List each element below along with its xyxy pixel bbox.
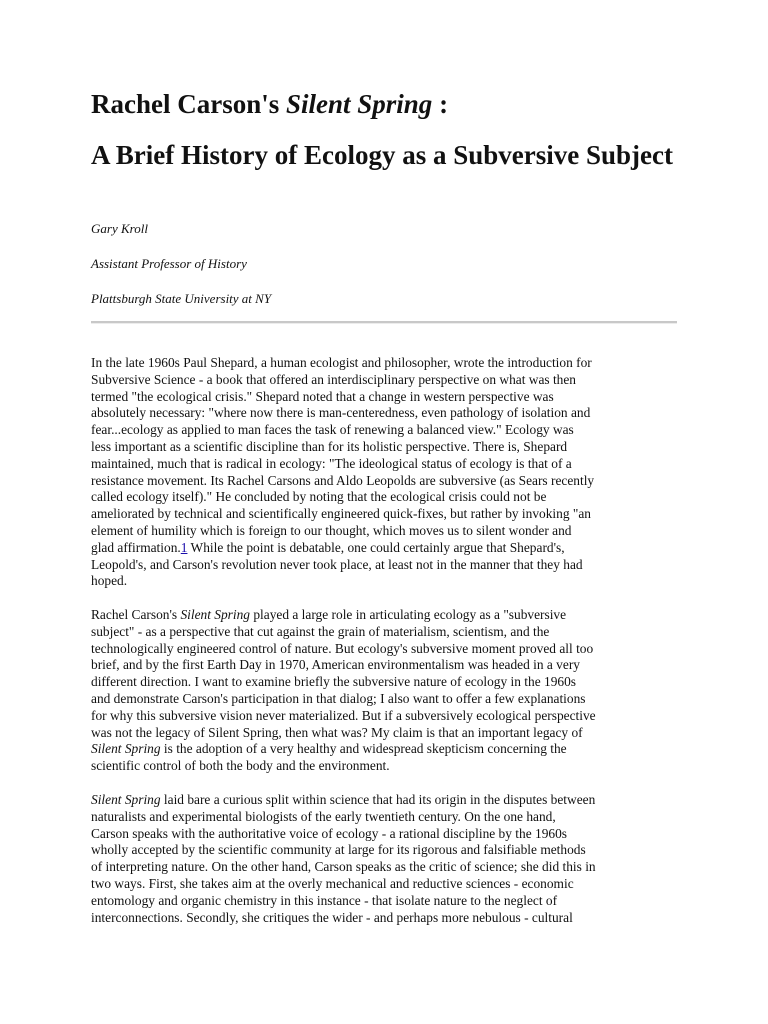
paragraph-line: brief, and by the first Earth Day in 1970, American environmentalism was headed in a very [91, 657, 580, 673]
paragraph-line: interconnections. Secondly, she critiques the wider - and perhaps more nebulous - cultural [91, 909, 573, 925]
paragraph-line: two ways. First, she takes aim at the overly mechanical and reductive sciences - economic [91, 875, 574, 891]
paragraph-line: In the late 1960s Paul Shepard, a human ecologist and philosopher, wrote the introduction for [91, 355, 592, 370]
paragraph-text: laid bare a curious split within science that had its origin in the disputes between [160, 792, 596, 807]
paragraph-line: called ecology itself)." He concluded by noting that the ecological crisis could not be [91, 489, 547, 505]
paragraph-line: less important as a scientific discipline than for its holistic perspective. There is, Shepard [91, 438, 568, 454]
article-subtitle: A Brief History of Ecology as a Subversive Subject [91, 140, 673, 170]
paragraph-text: Rachel Carson's [91, 607, 181, 622]
paragraph-line: termed "the ecological crisis." Shepard noted that a change in western perspective was [91, 388, 554, 404]
footnote-link[interactable]: 1 [180, 539, 188, 555]
paragraph-line: Subversive Science - a book that offered an interdisciplinary perspective on what was then [91, 371, 577, 387]
paragraph-3 [91, 792, 681, 926]
paragraph-line: wholly accepted by the scientific community at large for its rigorous and falsifiable methods [91, 842, 586, 858]
book-title: Silent Spring [91, 792, 161, 807]
paragraph-line: subject" - as a perspective that cut against the grain of materialism, scientism, and the [91, 623, 550, 639]
paragraph-line: hoped. [91, 573, 128, 589]
paragraph-line: was not the legacy of Silent Spring, then what was? My claim is that an important legacy of [91, 724, 583, 740]
paragraph-line: absolutely necessary: "where now there is man-centeredness, even pathology of isolation and [91, 405, 591, 421]
paragraph-line: and demonstrate Carson's participation in that dialog; I also want to offer a few explanations [91, 690, 586, 706]
paragraph-line: ameliorated by technical and scientifically engineered quick-fixes, but rather by invoking "an [91, 506, 591, 522]
author-position: Assistant Professor of History [91, 256, 247, 271]
paragraph-line: for why this subversive vision never materialized. But if a subversively ecological perspective [91, 707, 596, 723]
paragraph-2 [91, 607, 681, 775]
title-book-name: Silent Spring [286, 89, 433, 119]
article-title [91, 88, 681, 120]
horizontal-divider [91, 321, 677, 324]
title-text: Rachel Carson's [91, 89, 286, 119]
book-title: Silent Spring [180, 607, 250, 622]
paragraph-line: Leopold's, and Carson's revolution never took place, at least not in the manner that they had [91, 556, 583, 572]
paragraph-line: different direction. I want to examine briefly the subversive nature of ecology in the 1960s [91, 674, 577, 690]
paragraph-line: of interpreting nature. On the other hand, Carson speaks as the critic of science; she did this in [91, 859, 596, 875]
paragraph-line: Carson speaks with the authoritative voice of ecology - a rational discipline by the 1960s [91, 825, 567, 841]
paragraph-line: technologically engineered control of nature. But ecology's subversive moment proved all too [91, 640, 594, 656]
paragraph-line: fear...ecology as applied to man faces the task of renewing a balanced view." Ecology was [91, 422, 574, 438]
paragraph-line [91, 741, 681, 758]
paragraph-line [91, 792, 681, 809]
paragraph-line: maintained, much that is radical in ecology: "The ideological status of ecology is that of a [91, 455, 572, 471]
paragraph-line: naturalists and experimental biologists of the early twentieth century. On the one hand, [91, 808, 556, 824]
paragraph-text: played a large role in articulating ecology as a "subversive [250, 607, 567, 622]
paragraph-line [91, 540, 681, 557]
paragraph-line: element of humility which is foreign to our thought, which moves us to silent wonder and [91, 522, 572, 538]
author-affiliation: Plattsburgh State University at NY [91, 291, 272, 306]
title-colon: : [432, 89, 449, 119]
paragraph-line: resistance movement. Its Rachel Carsons and Aldo Leopolds are subversive (as Sears recently [91, 472, 595, 488]
paragraph-line [91, 607, 681, 624]
paragraph-line: entomology and organic chemistry in this instance - that isolate nature to the neglect of [91, 892, 558, 908]
paragraph-text: glad affirmation. [91, 539, 181, 555]
book-title: Silent Spring [91, 741, 161, 757]
paragraph-text: is the adoption of a very healthy and widespread skepticism concerning the [160, 741, 567, 757]
author-name: Gary Kroll [91, 221, 148, 236]
paragraph-text: While the point is debatable, one could certainly argue that Shepard's, [187, 539, 565, 555]
paragraph-line: scientific control of both the body and the environment. [91, 758, 390, 774]
paragraph-1 [91, 355, 681, 590]
